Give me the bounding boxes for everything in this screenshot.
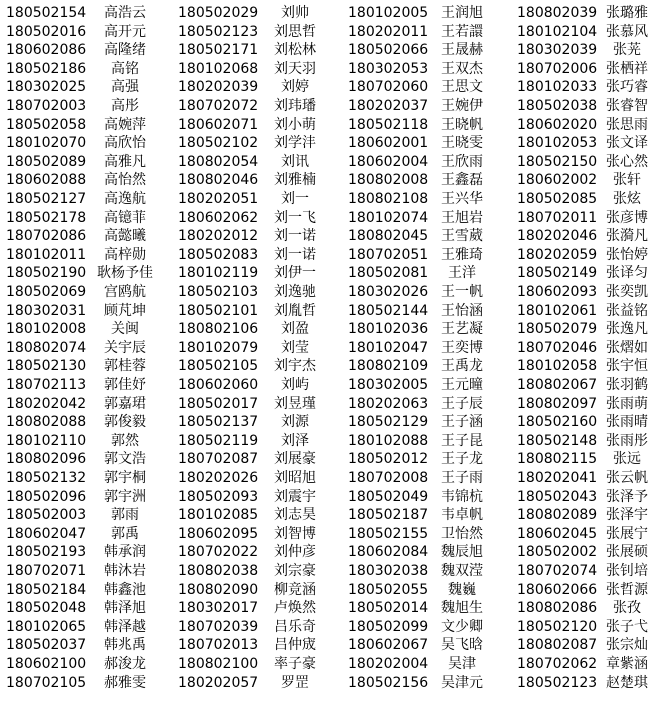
student-name: 刘天羽	[274, 60, 316, 77]
student-id: 180602045	[517, 525, 598, 542]
student-id: 180502069	[6, 284, 87, 300]
student-name: 王元曈	[441, 377, 483, 393]
student-name: 韩沐岩	[104, 563, 146, 579]
student-id: 180502178	[6, 209, 87, 226]
student-id: 180502118	[348, 116, 429, 133]
student-name: 张漪凡	[606, 228, 648, 245]
student-name: 高强	[111, 79, 139, 96]
student-id: 180802109	[348, 358, 429, 375]
student-id: 180602067	[348, 637, 429, 654]
student-name: 刘展豪	[274, 451, 316, 468]
student-name: 高开元	[104, 23, 146, 40]
student-id: 180102005	[348, 5, 429, 21]
student-name: 张钊培	[606, 563, 648, 579]
student-id: 180502058	[6, 116, 87, 133]
student-name: 王润旭	[441, 5, 483, 21]
student-name: 卫怡然	[441, 525, 483, 542]
student-id: 180502120	[517, 618, 598, 635]
student-name: 刘思哲	[274, 23, 316, 40]
student-id: 180302039	[517, 42, 598, 59]
student-id: 180602100	[6, 656, 87, 672]
student-id: 180102068	[178, 60, 259, 77]
student-id: 180502137	[178, 414, 259, 431]
student-name: 郭文浩	[104, 451, 146, 468]
student-name: 罗罡	[281, 674, 309, 691]
student-id: 180802089	[517, 507, 598, 524]
student-name: 郭俊毅	[104, 414, 146, 431]
student-name: 刘昱瑾	[274, 395, 316, 412]
student-name: 刘仲彦	[274, 544, 316, 561]
student-name: 高懿曦	[104, 228, 146, 245]
student-name: 王思文	[441, 79, 483, 96]
student-id: 180302031	[6, 302, 87, 319]
student-id: 180602001	[348, 135, 429, 152]
student-name: 张宗灿	[606, 637, 648, 654]
student-id: 180802100	[178, 656, 259, 672]
student-name: 刘志昊	[274, 507, 316, 524]
student-id: 180702060	[348, 79, 429, 96]
student-id: 180102008	[6, 321, 87, 338]
student-id: 180502171	[178, 42, 259, 59]
student-name: 张羽鹤	[606, 377, 648, 393]
student-name: 张茪	[613, 42, 641, 59]
student-name: 刘一诺	[274, 228, 316, 245]
student-id: 180502119	[178, 432, 259, 449]
student-id: 180602062	[178, 209, 259, 226]
student-id: 180502029	[178, 5, 259, 21]
student-id: 180202011	[348, 23, 429, 40]
student-name: 高逸航	[104, 191, 146, 207]
student-name: 张云帆	[606, 470, 648, 486]
student-name: 吕乐奇	[274, 618, 316, 635]
student-id: 180802087	[517, 637, 598, 654]
student-name: 王洋	[448, 265, 476, 282]
student-id: 180102061	[517, 302, 598, 319]
student-name: 张展硕	[606, 544, 648, 561]
student-name: 张熠如	[606, 339, 648, 356]
student-name: 刘一飞	[274, 209, 316, 226]
student-id: 180202004	[348, 656, 429, 672]
student-id: 180102033	[517, 79, 598, 96]
student-id: 180602002	[517, 172, 598, 189]
student-name: 吴津	[448, 656, 476, 672]
student-id: 180802115	[517, 451, 598, 468]
student-id: 180302017	[178, 600, 259, 617]
student-name: 吕仲宬	[274, 637, 316, 654]
student-name: 王艺凝	[441, 321, 483, 338]
student-name: 刘雅楠	[274, 172, 316, 189]
student-id: 180802038	[178, 563, 259, 579]
student-id: 180202063	[348, 395, 429, 412]
student-id: 180702051	[348, 246, 429, 263]
student-id: 180802046	[178, 172, 259, 189]
student-name: 张思雨	[606, 116, 648, 133]
student-id: 180202057	[178, 674, 259, 691]
student-name: 魏双滢	[441, 563, 483, 579]
student-id: 180702074	[517, 563, 598, 579]
student-name: 刘玮璠	[274, 98, 316, 114]
student-name: 王晓帆	[441, 116, 483, 133]
student-id: 180502148	[517, 432, 598, 449]
student-id: 180602086	[6, 42, 87, 59]
student-name: 刘帅	[281, 5, 309, 21]
student-id: 180202026	[178, 470, 259, 486]
student-name: 吴津元	[441, 674, 483, 691]
student-id: 180102104	[517, 23, 598, 40]
student-id: 180502101	[178, 302, 259, 319]
student-id: 180502144	[348, 302, 429, 319]
student-id: 180102011	[6, 246, 87, 263]
student-id: 180302026	[348, 284, 429, 300]
student-name: 王子龙	[441, 451, 483, 468]
student-name: 韩泽越	[104, 618, 146, 635]
student-id: 180502017	[178, 395, 259, 412]
student-id: 180802054	[178, 153, 259, 170]
student-name: 赵楚琪	[606, 674, 648, 691]
student-id: 180502123	[178, 23, 259, 40]
student-id: 180502081	[348, 265, 429, 282]
student-id: 180102070	[6, 135, 87, 152]
student-name: 耿杨予佳	[97, 265, 153, 282]
student-name: 刘昭旭	[274, 470, 316, 486]
student-name: 章紫涵	[606, 656, 648, 672]
student-name: 张睿智	[606, 98, 648, 114]
student-name: 高梓勋	[104, 246, 146, 263]
student-name: 文少卿	[441, 618, 483, 635]
student-id: 180502043	[517, 488, 598, 505]
student-name: 王子昆	[441, 432, 483, 449]
student-name: 张心然	[606, 153, 648, 170]
student-id: 180302038	[348, 563, 429, 579]
student-name: 张慕风	[606, 23, 648, 40]
student-id: 180702022	[178, 544, 259, 561]
student-id: 180502079	[517, 321, 598, 338]
student-name: 王鑫磊	[441, 172, 483, 189]
student-name: 王晓雯	[441, 135, 483, 152]
student-id: 180702087	[178, 451, 259, 468]
student-id: 180502154	[6, 5, 87, 21]
student-name: 王子辰	[441, 395, 483, 412]
student-id: 180502089	[6, 153, 87, 170]
student-id: 180502002	[517, 544, 598, 561]
student-name: 张子弋	[606, 618, 648, 635]
student-name: 高浩云	[104, 5, 146, 21]
student-id: 180502105	[178, 358, 259, 375]
student-name: 关闽	[111, 321, 139, 338]
student-id: 180802090	[178, 581, 259, 598]
student-name: 高怡然	[104, 172, 146, 189]
student-id: 180302025	[6, 79, 87, 96]
student-name: 王禹龙	[441, 358, 483, 375]
student-id: 180602047	[6, 525, 87, 542]
student-id: 180502150	[517, 153, 598, 170]
student-id: 180502083	[178, 246, 259, 263]
student-id: 180502012	[348, 451, 429, 468]
student-name: 刘莹	[281, 339, 309, 356]
student-id: 180802008	[348, 172, 429, 189]
student-name: 韦锦杭	[441, 488, 483, 505]
student-name: 张孜	[613, 600, 641, 617]
student-id: 180102110	[6, 432, 87, 449]
student-id: 180602093	[517, 284, 598, 300]
student-name: 刘小萌	[274, 116, 316, 133]
student-name: 张栖祥	[606, 60, 648, 77]
student-id: 180702046	[517, 339, 598, 356]
student-name: 张巧睿	[606, 79, 648, 96]
student-id: 180702006	[517, 60, 598, 77]
student-id: 180602020	[517, 116, 598, 133]
student-name: 刘讯	[281, 153, 309, 170]
roster-row	[0, 672, 666, 694]
student-id: 180602066	[517, 581, 598, 598]
student-name: 张雨彤	[606, 432, 648, 449]
student-name: 张怡婷	[606, 246, 648, 263]
student-name: 刘伊一	[274, 265, 316, 282]
student-name: 张雨萌	[606, 395, 648, 412]
student-id: 180502085	[517, 191, 598, 207]
student-id: 180702062	[517, 656, 598, 672]
student-id: 180802074	[6, 339, 87, 356]
student-id: 180202041	[517, 470, 598, 486]
student-name: 王奕博	[441, 339, 483, 356]
student-name: 张奕凯	[606, 284, 648, 300]
student-id: 180502102	[178, 135, 259, 152]
student-name: 高婉萍	[104, 116, 146, 133]
student-name: 王若譞	[441, 23, 483, 40]
student-name: 王一帆	[441, 284, 483, 300]
student-id: 180702039	[178, 618, 259, 635]
student-name: 刘屿	[281, 377, 309, 393]
student-id: 180102058	[517, 358, 598, 375]
student-id: 180102065	[6, 618, 87, 635]
student-name: 韩泽旭	[104, 600, 146, 617]
student-name: 王怡涵	[441, 302, 483, 319]
student-id: 180702008	[348, 470, 429, 486]
student-id: 180502155	[348, 525, 429, 542]
student-name: 高铭	[111, 60, 139, 77]
student-id: 180102085	[178, 507, 259, 524]
student-id: 180502132	[6, 470, 87, 486]
student-name: 王子雨	[441, 470, 483, 486]
student-name: 卢焕然	[274, 600, 316, 617]
student-id: 180502014	[348, 600, 429, 617]
student-id: 180102088	[348, 432, 429, 449]
student-name: 张炫	[613, 191, 641, 207]
student-id: 180102053	[517, 135, 598, 152]
student-name: 张璐雅	[606, 5, 648, 21]
student-id: 180602060	[178, 377, 259, 393]
student-id: 180102036	[348, 321, 429, 338]
student-name: 王子涵	[441, 414, 483, 431]
student-id: 180502190	[6, 265, 87, 282]
student-id: 180502184	[6, 581, 87, 598]
student-name: 刘宇杰	[274, 358, 316, 375]
student-name: 王雪葳	[441, 228, 483, 245]
student-name: 魏辰旭	[441, 544, 483, 561]
student-name: 张展宁	[606, 525, 648, 542]
student-id: 180302053	[348, 60, 429, 77]
student-id: 180202012	[178, 228, 259, 245]
student-name: 韩承润	[104, 544, 146, 561]
student-id: 180502096	[6, 488, 87, 505]
student-name: 王晟赫	[441, 42, 483, 59]
student-id: 180502103	[178, 284, 259, 300]
student-name: 吴飞晗	[441, 637, 483, 654]
student-id: 180202042	[6, 395, 87, 412]
student-name: 刘震宇	[274, 488, 316, 505]
student-id: 180802088	[6, 414, 87, 431]
student-name: 刘泽	[281, 432, 309, 449]
student-id: 180502187	[348, 507, 429, 524]
student-name: 张远	[613, 451, 641, 468]
student-id: 180102047	[348, 339, 429, 356]
student-id: 180502130	[6, 358, 87, 375]
student-id: 180502127	[6, 191, 87, 207]
student-name: 率子豪	[274, 656, 316, 672]
student-id: 180502037	[6, 637, 87, 654]
student-id: 180502149	[517, 265, 598, 282]
student-name: 高隆绪	[104, 42, 146, 59]
student-id: 180502129	[348, 414, 429, 431]
student-name: 刘逸驰	[274, 284, 316, 300]
student-name: 关宇辰	[104, 339, 146, 356]
student-name: 刘智博	[274, 525, 316, 542]
student-name: 王婉伊	[441, 98, 483, 114]
student-id: 180502156	[348, 674, 429, 691]
student-name: 张哲源	[606, 581, 648, 598]
student-id: 180702011	[517, 209, 598, 226]
student-name: 韩兆禹	[104, 637, 146, 654]
student-name: 张泽宇	[606, 507, 648, 524]
student-name: 郭然	[111, 432, 139, 449]
student-name: 王旭岩	[441, 209, 483, 226]
student-id: 180602004	[348, 153, 429, 170]
student-id: 180502038	[517, 98, 598, 114]
student-id: 180102079	[178, 339, 259, 356]
student-id: 180802097	[517, 395, 598, 412]
student-id: 180502003	[6, 507, 87, 524]
student-id: 180602088	[6, 172, 87, 189]
student-id: 180202051	[178, 191, 259, 207]
student-name: 高镱菲	[104, 209, 146, 226]
student-id: 180502186	[6, 60, 87, 77]
student-id: 180702105	[6, 674, 87, 691]
student-name: 郝雅雯	[104, 674, 146, 691]
student-name: 郭禹	[111, 525, 139, 542]
student-id: 180202046	[517, 228, 598, 245]
student-id: 180602071	[178, 116, 259, 133]
student-id: 180802106	[178, 321, 259, 338]
student-name: 张轩	[613, 172, 641, 189]
student-id: 180802067	[517, 377, 598, 393]
student-name: 郭宇洲	[104, 488, 146, 505]
student-id: 180602084	[348, 544, 429, 561]
student-id: 180502055	[348, 581, 429, 598]
student-name: 张彦博	[606, 209, 648, 226]
student-id: 180302005	[348, 377, 429, 393]
student-name: 郭桂蓉	[104, 358, 146, 375]
student-id: 180802045	[348, 228, 429, 245]
student-id: 180502066	[348, 42, 429, 59]
student-id: 180502049	[348, 488, 429, 505]
student-name: 张宇恒	[606, 358, 648, 375]
student-id: 180702086	[6, 228, 87, 245]
student-id: 180702071	[6, 563, 87, 579]
student-id: 180202039	[178, 79, 259, 96]
student-id: 180502093	[178, 488, 259, 505]
student-id: 180702072	[178, 98, 259, 114]
student-name: 刘源	[281, 414, 309, 431]
student-name: 郝浚龙	[104, 656, 146, 672]
student-name: 张文译	[606, 135, 648, 152]
student-id: 180502048	[6, 600, 87, 617]
student-name: 郭嘉珺	[104, 395, 146, 412]
student-name: 柳竞涵	[274, 581, 316, 598]
student-id: 180602095	[178, 525, 259, 542]
student-id: 180502160	[517, 414, 598, 431]
student-id: 180202059	[517, 246, 598, 263]
student-name: 高欣怡	[104, 135, 146, 152]
student-name: 王兴华	[441, 191, 483, 207]
student-name: 张译匀	[606, 265, 648, 282]
student-name: 张雨晴	[606, 414, 648, 431]
student-id: 180802086	[517, 600, 598, 617]
student-id: 180502016	[6, 23, 87, 40]
student-id: 180102074	[348, 209, 429, 226]
student-name: 刘宗豪	[274, 563, 316, 579]
student-name: 魏巍	[448, 581, 476, 598]
student-name: 郭佳妤	[104, 377, 146, 393]
student-name: 刘一	[281, 191, 309, 207]
student-id: 180202037	[348, 98, 429, 114]
student-name: 魏旭生	[441, 600, 483, 617]
student-name: 刘胤哲	[274, 302, 316, 319]
student-id: 180702003	[6, 98, 87, 114]
student-name: 王欣雨	[441, 153, 483, 170]
student-name: 刘盈	[281, 321, 309, 338]
student-name: 刘一诺	[274, 246, 316, 263]
student-name: 郭宇桐	[104, 470, 146, 486]
student-name: 韦卓帆	[441, 507, 483, 524]
student-name: 张益铭	[606, 302, 648, 319]
student-name: 刘松林	[274, 42, 316, 59]
student-name: 王雅琦	[441, 246, 483, 263]
student-id: 180502099	[348, 618, 429, 635]
student-name: 高彤	[111, 98, 139, 114]
student-id: 180802096	[6, 451, 87, 468]
student-id: 180802108	[348, 191, 429, 207]
student-id: 180702013	[178, 637, 259, 654]
student-name: 张泽予	[606, 488, 648, 505]
student-name: 王双杰	[441, 60, 483, 77]
student-name: 韩鑫池	[104, 581, 146, 598]
student-id: 180502123	[517, 674, 598, 691]
student-name: 郭雨	[111, 507, 139, 524]
student-id: 180702113	[6, 377, 87, 393]
student-name: 高雅凡	[104, 153, 146, 170]
student-name: 顾芃坤	[104, 302, 146, 319]
student-name: 刘婷	[281, 79, 309, 96]
student-id: 180102119	[178, 265, 259, 282]
student-name: 张逸凡	[606, 321, 648, 338]
student-name: 宫鸥航	[104, 284, 146, 300]
student-id: 180502193	[6, 544, 87, 561]
student-name: 刘学沣	[274, 135, 316, 152]
student-id: 180802039	[517, 5, 598, 21]
